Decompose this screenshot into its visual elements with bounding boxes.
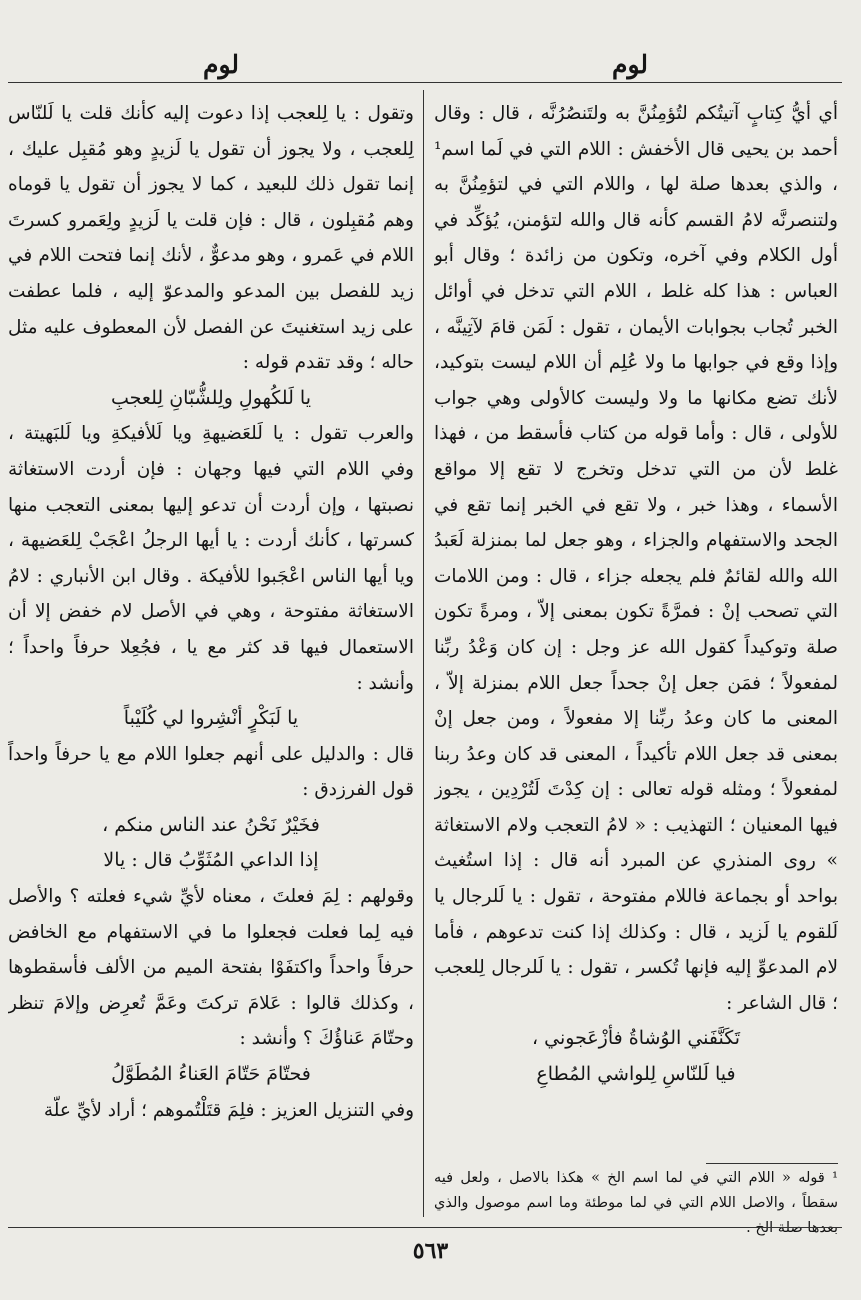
left-column [8,96,414,1218]
right-column [434,96,838,1160]
left-column-paragraph: وتقول : يا لِلعجب إذا دعوت إليه كأنك قلت يا لَلنّاس لِلعجب ، ولا يجوز أن تقول يا لَزيدٍ وهو مُقبِل عليك ، إنما تقول ذلك للبعيد ، كما لا يجوز أن تقول يا قوماه وهم مُقبِلون ، قال : فإن قلت يا لَزيدٍ ولِعَمرو كسرتَ اللام في عَمرو ، وهو مدعوٌّ ، لأنك إنما فتحت اللام في زيد للفصل بين المدعو والمدعوّ إليه ، فلما عطفت على زيد استغنيتَ عن الفصل لأن المعطوف عليه مثل حاله ؛ وقد تقدم قوله : [8,103,414,374]
page-number: ٥٦٣ [412,1238,449,1264]
verse-line: فيا لَلنّاسِ لِلواشي المُطاعِ [536,1063,736,1086]
left-column-paragraph: وقولهم : لِمَ فعلتَ ، معناه لأيِّ شيء فعلته ؟ والأصل فيه لِما فعلت فجعلوا ما في الاستفهام مع الخافض حرفاً واحداً واكتفَوْا بفتحة الميم من الألف فأسقطوها ، وكذلك قالوا : عَلامَ تركتَ وعَمَّ تُعرِض وإلامَ تنظر وحتّامَ عَناؤُكَ ؟ وأنشد : [8,886,414,1050]
verse-line: فخَيْرٌ نَحْنُ عند الناس منكم ، [102,813,320,836]
left-column-paragraph: قال : والدليل على أنهم جعلوا اللام مع يا حرفاً واحداً قول الفرزدق : [8,743,414,801]
footer-rule [8,1227,842,1228]
left-column-paragraph: وفي التنزيل العزيز : فلِمَ قتَلْتُموهم ؛ أراد لأيِّ علّة [43,1099,414,1121]
footnote: ¹ قوله « اللام التي في لما اسم الخ » هكذا بالاصل ، ولعل فيه سقطاً ، والاصل اللام التي في لما موطئة وما اسم موصول والذي بعدها صلة الخ . [434,1170,838,1236]
left-column-paragraph: والعرب تقول : يا لَلعَضيهةِ ويا لَلأفيكةِ ويا لَلبَهيتة ، وفي اللام التي فيها وجهان : فإن أردت الاستغاثة نصبتها ، وإن أردت أن تدعو إليها بمعنى التعجب منها كسرتها ، كأنك أردت : يا أيها الرجلُ اعْجَبْ لِلعَضيهة ، ويا أيها الناس اعْجَبوا للأفيكة . وقال ابن الأنباري : لامُ الاستغاثة مفتوحة ، وهي في الأصل لام خفض إلا أن الاستعمال فيها قد كثر مع يا ، فجُعِلا حرفاً واحداً ؛ وأنشد : [8,423,414,694]
header-left-title: لوم [203,50,240,79]
header-right-title: لوم [612,50,649,79]
header-rule [8,82,842,83]
verse-line: يا لَبَكْرٍ أنْشِروا لي كُلَيْباً [123,707,299,730]
right-column-paragraph: أي أيُّ كِتابٍ آتيتُكم لتُؤمِنُنَّ به ولتَنصُرُنَّه ، قال : وقال أحمد بن يحيى قال الأخفش : اللام التي في لَما اسم¹ ، والذي بعدها صلة لها ، واللام التي في لتؤمِنُنَّ به ولتنصرنَّه لامُ القسم كأنه قال والله لتؤمنن، يُؤكِّد في أول الكلام وفي آخره، وتكون من زائدة ؛ وقال أبو العباس : هذا كله غلط ، اللام التي تدخل في أوائل الخبر تُجاب بجوابات الأيمان ، تقول : لَمَن قامَ لآتِينَّه ، وإذا وقع في جوابها ما ولا عُلِم أن اللام ليست بتوكيد، لأنك تضع مكانها ما ولا وليست كالأولى وهي جواب للأولى ، قال : وأما قوله من كتاب فأسقط من ، فهذا غلط لأن من التي تدخل وتخرج لا تقع إلا مواقع الأسماء ، وهذا خبر ، ولا تقع في الخبر إنما تقع في الجحد والاستفهام والجزاء ، وهو جعل لما بمنزلة لَعَبدُ الله والله لقائمٌ فلم يجعله جزاء ، قال : ومن اللامات التي تصحب إنْ : فمرَّةً تكون بمعنى إلاّ ، ومرةً تكون صلة وتوكيداً كقول الله عز وجل : إن كان وَعْدُ ربِّنا لمفعولاً ؛ فمَن جعل إنْ جحداً جعل اللام بمنزلة إلاّ ، المعنى ما كان وعدُ ربِّنا إلا مفعولاً ، ومن جعل إنْ بمعنى قد جعل اللام تأكيداً ، المعنى قد كان وعدُ ربنا لمفعولاً ؛ ومثله قوله تعالى : إن كِدْتَ لَتُرْدِين ، يجوز فيها المعنيان ؛ التهذيب : « لامُ التعجب ولام الاستغاثة » روى المنذري عن المبرد أنه قال : إذا استُغيث بواحد أو بجماعة فاللام مفتوحة ، تقول : يا لَلرجال يا لَلقوم يا لَزيد ، قال : وكذلك إذا كنت تدعوهم ، فأما لام المدعوِّ إليه فإنها تُكسر ، تقول : يا لَلرجال لِلعجب ؛ قال الشاعر : [434,103,838,1014]
verse-line: يا لَلكُهولِ ولِلشُّبّانِ لِلعجبِ [111,386,311,409]
verse-line: فحتّامَ حَتّامَ العَناءُ المُطَوَّلُ [111,1063,311,1086]
footnote-separator [706,1163,838,1164]
verse-line: إذا الداعي المُثَوِّبُ قال : يالا [103,849,319,872]
column-divider [423,90,424,1217]
verse-line: تَكَنَّفَني الوُشاةُ فأزْعَجوني ، [531,1027,741,1050]
